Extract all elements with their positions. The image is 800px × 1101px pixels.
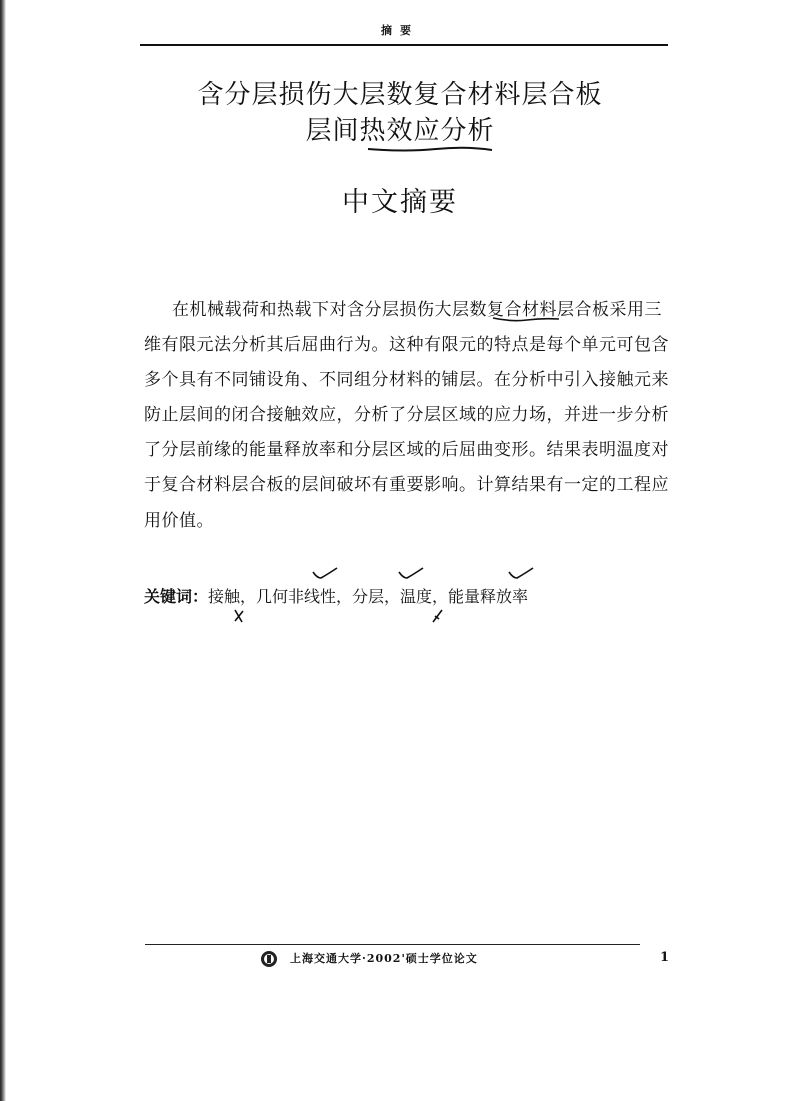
check-mark-icon: [508, 566, 534, 580]
scan-page-edge: [0, 0, 6, 1101]
page-number: 1: [660, 950, 670, 965]
abstract-line-7: 用价值。: [144, 511, 214, 531]
abstract-line-1: 在机械载荷和热载下对含分层损伤大层数复合材料层合板采用三: [172, 300, 662, 320]
thesis-title-line-1: 含分层损伤大层数复合材料层合板: [197, 80, 603, 110]
handwritten-underline-mark: [366, 145, 494, 153]
keywords-line: [144, 584, 528, 607]
abstract-line-3: 多个具有不同铺设角、不同组分材料的铺层。在分析中引入接触元来: [144, 370, 669, 390]
keywords-label: 关键词：: [144, 587, 209, 606]
abstract-line-6: 于复合材料层合板的层间破坏有重要影响。计算结果有一定的工程应: [144, 475, 669, 495]
thesis-title-line-2: 层间热效应分析: [305, 116, 495, 146]
header-section-label: 摘要: [381, 24, 419, 37]
abstract-heading: 中文摘要: [342, 187, 458, 218]
footer-rule: [145, 944, 640, 945]
check-mark-icon: [398, 566, 424, 580]
university-seal-icon: [260, 950, 278, 968]
abstract-line-2: 维有限元法分析其后屈曲行为。这种有限元的特点是每个单元可包含: [144, 335, 669, 355]
abstract-line-4: 防止层间的闭合接触效应，分析了分层区域的应力场，并进一步分析: [144, 405, 669, 425]
check-mark-icon: [312, 566, 338, 580]
keywords-text: 接触，几何非线性，分层，温度，能量释放率: [208, 587, 529, 606]
handwritten-cross-icon: [232, 608, 246, 624]
abstract-line-5: 了分层前缘的能量释放率和分层区域的后屈曲变形。结果表明温度对: [144, 440, 669, 460]
footer-university-text: 上海交通大学·2002'硕士学位论文: [290, 952, 478, 965]
handwritten-underline-mark: [492, 315, 560, 323]
header-rule: [140, 44, 668, 46]
handwritten-cross-icon: [430, 608, 444, 624]
